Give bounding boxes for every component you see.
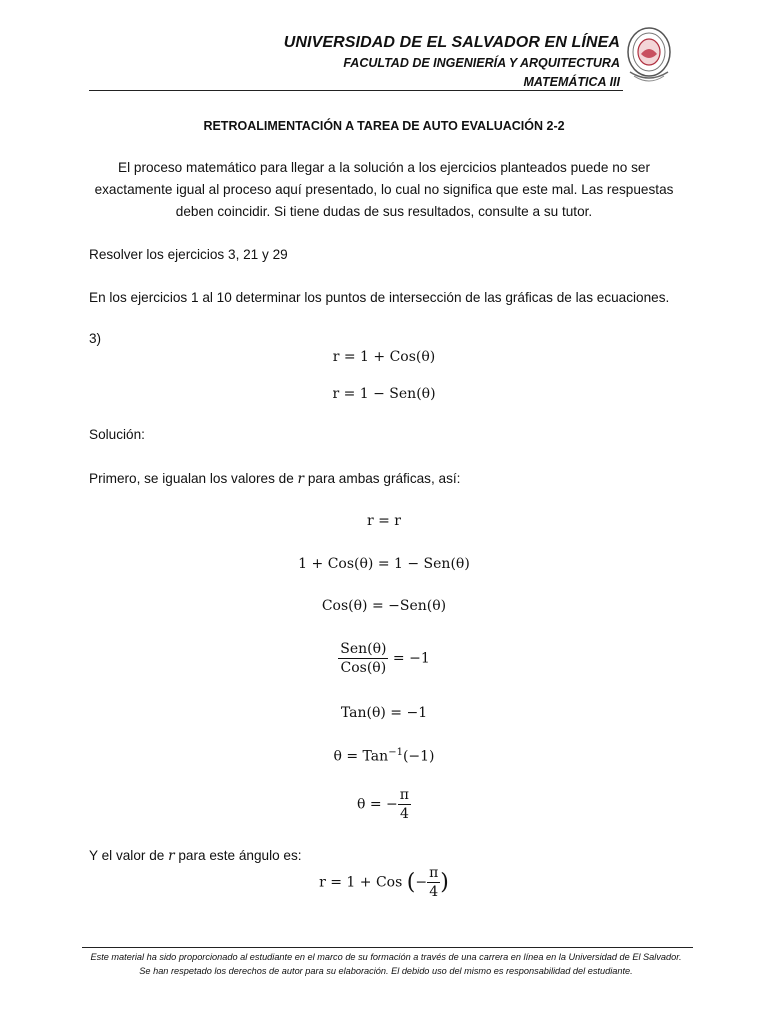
step-d-fraction xyxy=(338,640,388,677)
step-h-denominator: 4 xyxy=(429,884,439,900)
step-h-open-paren: ( xyxy=(406,870,416,895)
step-f xyxy=(0,747,768,765)
step-d xyxy=(0,640,768,677)
footer-divider xyxy=(82,947,693,948)
solution-label: Solución: xyxy=(89,427,145,442)
equation-1: r = 1 + Cos(θ) xyxy=(332,349,436,365)
step-h xyxy=(0,864,768,901)
resolve-text: Resolver los ejercicios 3, 21 y 29 xyxy=(89,247,288,262)
faculty-name: FACULTAD DE INGENIERÍA Y ARQUITECTURA xyxy=(343,56,620,70)
exercise-number: 3) xyxy=(89,331,102,346)
equation-2: r = 1 − Sen(θ) xyxy=(332,386,436,402)
step-f-rhs: (−1) xyxy=(402,748,435,765)
header-divider xyxy=(89,90,623,91)
step-g-fraction xyxy=(398,786,411,823)
step1-after: para ambas gráficas, así: xyxy=(304,471,461,486)
step-h-close-paren: ) xyxy=(440,870,449,895)
step-g-denominator: 4 xyxy=(399,806,409,822)
step1-var: r xyxy=(297,471,305,487)
document-title: RETROALIMENTACIÓN A TAREA DE AUTO EVALUACIÓN 2-2 xyxy=(203,119,565,133)
step-d-denominator: Cos(θ) xyxy=(340,660,387,676)
university-seal-icon xyxy=(624,22,674,86)
step-h-numerator: π xyxy=(429,865,439,881)
university-name: UNIVERSIDAD DE EL SALVADOR EN LÍNEA xyxy=(283,34,620,51)
step1-text xyxy=(89,471,460,487)
step-c: Cos(θ) = −Sen(θ) xyxy=(321,598,447,614)
step-b: 1 + Cos(θ) = 1 − Sen(θ) xyxy=(298,556,470,572)
step-h-fraction xyxy=(427,864,440,901)
value-var: r xyxy=(168,848,175,864)
value-text xyxy=(89,848,302,864)
step-h-sign: − xyxy=(415,874,428,891)
step-f-exponent: −1 xyxy=(388,747,403,758)
footer-disclaimer: Este material ha sido proporcionado al estudiante en el marco de su formación a través de una carrera en línea en la Universidad de El Salvador. Se han respetado los derechos de autor para su elaboración. El debido uso del mismo es responsabilidad del estudiante. xyxy=(90,952,682,976)
instructions-text: En los ejercicios 1 al 10 determinar los puntos de intersección de las gráficas de las ecuaciones. xyxy=(89,290,670,305)
value-after: para este ángulo es: xyxy=(174,848,302,863)
step-e: Tan(θ) = −1 xyxy=(340,705,428,721)
step-g xyxy=(0,786,768,823)
step-a: r = r xyxy=(366,513,401,529)
step-h-lhs: r = 1 + Cos xyxy=(319,874,407,891)
course-name: MATEMÁTICA III xyxy=(523,75,620,89)
step-d-rhs: = −1 xyxy=(388,650,430,667)
step-f-lhs: θ = Tan xyxy=(333,748,389,765)
step1-before: Primero, se igualan los valores de xyxy=(89,471,298,486)
value-before: Y el valor de xyxy=(89,848,169,863)
intro-paragraph: El proceso matemático para llegar a la solución a los ejercicios planteados puede no ser exactamente igual al proceso aquí presentado, lo cual no significa que este mal. Las respuestas deben coincidir. Si tiene dudas de sus resultados, consulte a su tutor. xyxy=(94,160,674,219)
step-g-lhs: θ = − xyxy=(357,796,398,813)
step-g-numerator: π xyxy=(399,787,409,803)
step-d-numerator: Sen(θ) xyxy=(340,641,387,657)
